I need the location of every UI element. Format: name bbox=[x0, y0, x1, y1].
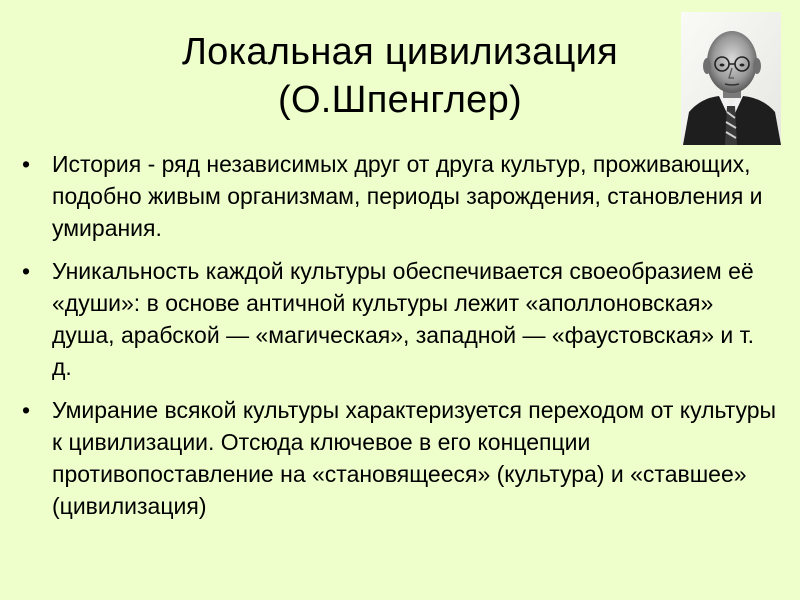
title-line-1: Локальная цивилизация bbox=[181, 31, 619, 73]
bullet-text: Уникальность каждой культуры обеспечивается своеобразием её «души»: в основе античной культуры лежит «аполлоновская» душа, арабской — «магическая», западной — «фаустовская» и т. д. bbox=[52, 258, 755, 380]
bullet-text: История - ряд независимых друг от друга культур, проживающих, подобно живым организмам, периоды зарождения, становления и умирания. bbox=[52, 151, 763, 241]
bullet-marker: • bbox=[22, 151, 31, 177]
bullet-marker: • bbox=[22, 397, 31, 423]
bullet-text: Умирание всякой культуры характеризуется переходом от культуры к цивилизации. Отсюда ключевое в его концепции противопоставление на «становящееся» (культура) и «ставшее» (цивилизация) bbox=[52, 397, 777, 519]
bullet-list bbox=[20, 148, 780, 533]
bullet-item bbox=[20, 148, 780, 244]
bullet-item bbox=[20, 255, 780, 383]
bullet-marker: • bbox=[22, 258, 31, 284]
portrait-photo bbox=[681, 12, 781, 145]
title-line-2: (О.Шпенглер) bbox=[277, 79, 522, 121]
slide-title bbox=[120, 28, 680, 124]
bullet-item bbox=[20, 394, 780, 522]
